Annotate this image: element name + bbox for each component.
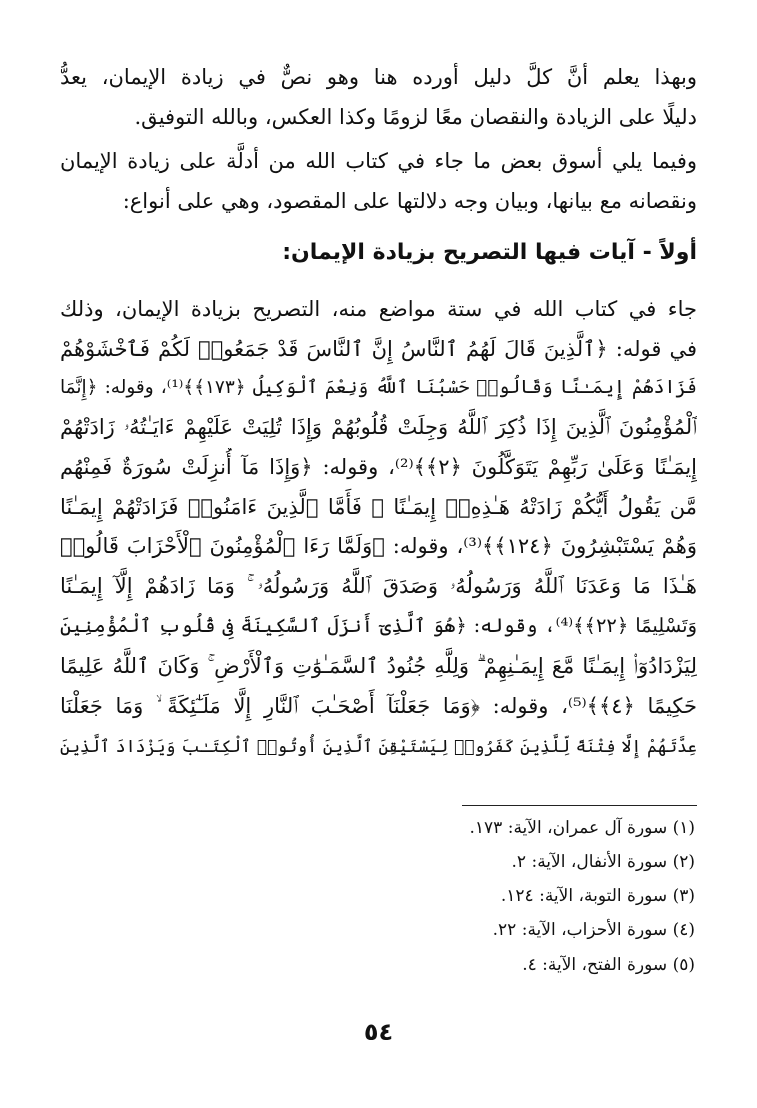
page-number: ٥٤ <box>363 1018 394 1046</box>
paragraph-line: وبهذا يعلم أنَّ كلَّ دليل أورده هنا وهو نصٌّ في زيادة الإيمان، يعدُّ <box>60 65 697 89</box>
quran-verse-line: فَزَادَهُمْ إِيمَـٰنًا وَقَالُوا۟ حَسْبُنَا ٱللَّهُ وَنِعْمَ ٱلْوَكِيلُ ﴿١٧٣﴾﴾⁽¹⁾، وقوله: ﴿إِنَّمَا <box>60 377 697 398</box>
quran-verse-line: لِيَزْدَادُوٓا۟ إِيمَـٰنًا مَّعَ إِيمَـٰنِهِمْ ۗ وَلِلَّهِ جُنُودُ ٱلسَّمَـٰوَٰتِ وَٱلْأَرْضِ ۚ وَكَانَ ٱللَّهُ عَلِيمًا <box>60 654 697 678</box>
quran-verse-line: عِدَّتَهُمْ إِلَّا فِتْنَةً لِّلَّذِينَ كَفَرُوا۟ لِيَسْتَيْقِنَ ٱلَّذِينَ أُوتُوا۟ ٱلْكِتَـٰبَ وَيَزْدَادَ ٱلَّذِينَ <box>60 737 697 757</box>
footnote: (٢) سورة الأنفال، الآية: ٢. <box>511 852 695 872</box>
quran-verse-line: حَكِيمًا ﴿٤﴾﴾⁽⁵⁾، وقوله: ﴿وَمَا جَعَلْنَآ أَصْحَـٰبَ ٱلنَّارِ إِلَّا مَلَـٰٓئِكَةً ۙ وَمَا جَعَلْنَا <box>60 694 697 718</box>
section-heading: أولاً - آيات فيها التصريح بزيادة الإيمان: <box>282 240 697 265</box>
footnote: (٤) سورة الأحزاب، الآية: ٢٢. <box>492 920 695 940</box>
footnote: (١) سورة آل عمران، الآية: ١٧٣. <box>469 818 695 838</box>
paragraph-line: وفيما يلي أسوق بعض ما جاء في كتاب الله من أدلَّة على زيادة الإيمان <box>60 149 697 173</box>
quran-verse-line: في قوله: ﴿ٱلَّذِينَ قَالَ لَهُمُ ٱلنَّاسُ إِنَّ ٱلنَّاسَ قَدْ جَمَعُوا۟ لَكُمْ فَٱخْشَوْهُمْ <box>60 337 697 361</box>
paragraph-line: ونقصانه مع بيانها، وبيان وجه دلالتها على المقصود، وهي على أنواع: <box>122 189 697 213</box>
quran-verse-line: مَّن يَقُولُ أَيُّكُمْ زَادَتْهُ هَـٰذِهِۦٓ إِيمَـٰنًا ۚ فَأَمَّا ٱلَّذِينَ ءَامَنُوا۟ فَزَادَتْهُمْ إِيمَـٰنًا <box>60 495 697 519</box>
quran-verse-line: وَتَسْلِيمًا ﴿٢٢﴾﴾⁽⁴⁾، وقوله: ﴿هُوَ ٱلَّذِىٓ أَنزَلَ ٱلسَّكِينَةَ فِى قُلُوبِ ٱلْمُؤْمِنِينَ <box>60 614 697 637</box>
quran-verse-line: هَـٰذَا مَا وَعَدَنَا ٱللَّهُ وَرَسُولُهُۥ وَصَدَقَ ٱللَّهُ وَرَسُولُهُۥ ۚ وَمَا زَادَهُمْ إِلَّآ إِيمَـٰنًا <box>60 574 697 598</box>
paragraph-line: دليلًا على الزيادة والنقصان معًا لزومًا وكذا العكس، وبالله التوفيق. <box>134 105 697 129</box>
quran-verse-line: وَهُمْ يَسْتَبْشِرُونَ ﴿١٢٤﴾﴾⁽³⁾، وقوله: ﴿وَلَمَّا رَءَا ٱلْمُؤْمِنُونَ ٱلْأَحْزَابَ قَالُوا۟ <box>60 534 697 558</box>
quran-verse-line: إِيمَـٰنًا وَعَلَىٰ رَبِّهِمْ يَتَوَكَّلُونَ ﴿٢﴾﴾⁽²⁾، وقوله: ﴿وَإِذَا مَآ أُنزِلَتْ سُورَةٌ فَمِنْهُم <box>60 455 697 479</box>
paragraph-line: جاء في كتاب الله في ستة مواضع منه، التصريح بزيادة الإيمان، وذلك <box>60 297 697 321</box>
quran-verse-line: ٱلْمُؤْمِنُونَ ٱلَّذِينَ إِذَا ذُكِرَ ٱللَّهُ وَجِلَتْ قُلُوبُهُمْ وَإِذَا تُلِيَتْ عَلَيْهِمْ ءَايَـٰتُهُۥ زَادَتْهُمْ <box>60 415 697 439</box>
footnote: (٥) سورة الفتح، الآية: ٤. <box>522 955 695 975</box>
footnote-separator <box>462 805 697 806</box>
footnote: (٣) سورة التوبة، الآية: ١٢٤. <box>500 886 695 906</box>
